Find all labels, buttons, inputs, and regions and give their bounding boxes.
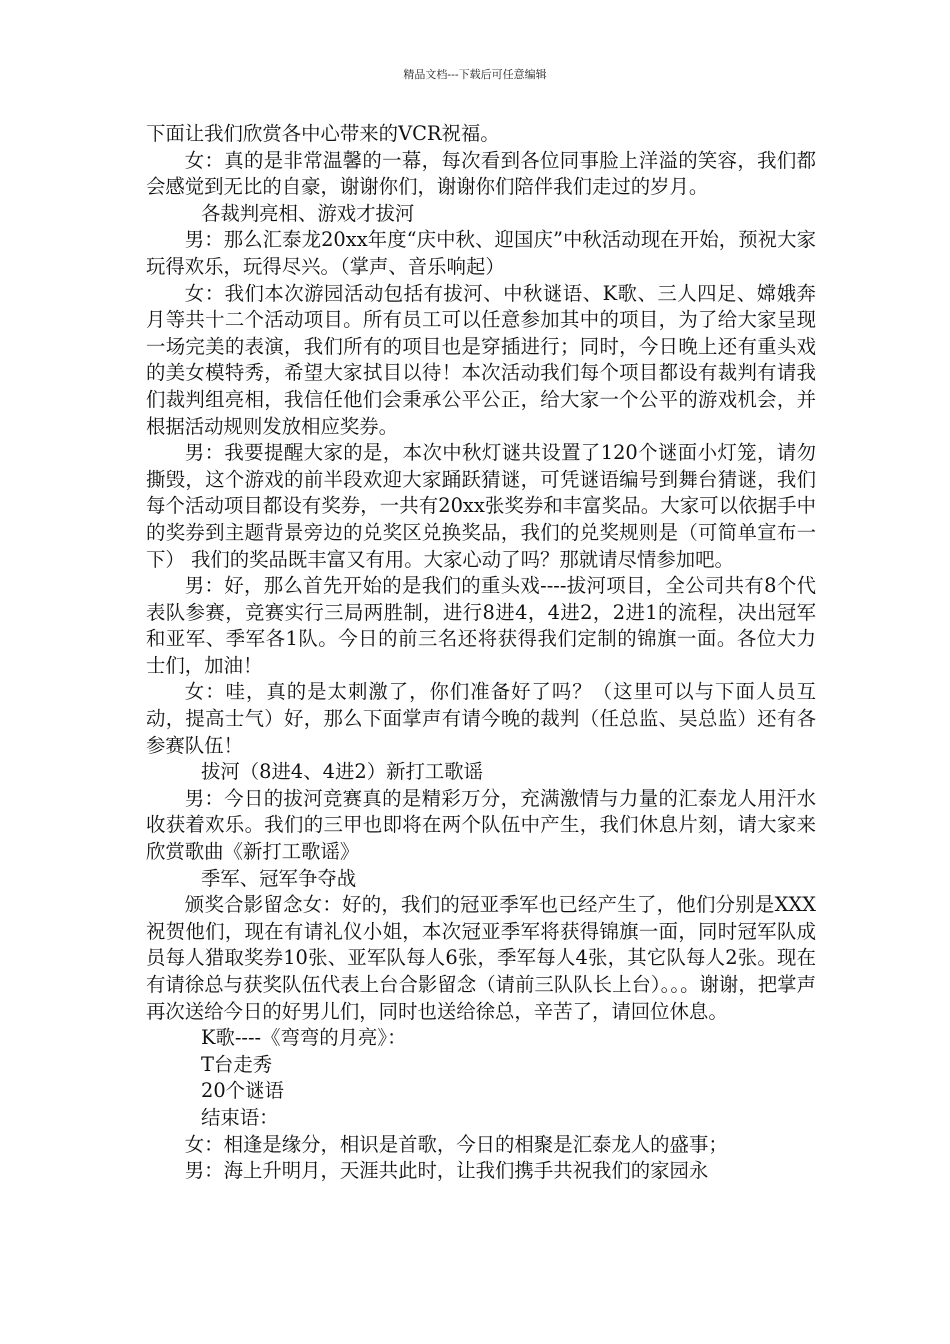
paragraph: 女：我们本次游园活动包括有拔河、中秋谜语、K歌、三人四足、嫦娥奔月等共十二个活动项目。所有员工可以任意参加其中的项目，为了给大家呈现一场完美的表演，我们所有的项目也是穿插进行；同时，今日晚上还有重头戏的美女模特秀，希望大家拭目以待！本次活动我们每个项目都设有裁判有请我们裁判组亮相，我信任他们会秉承公平公正，给大家一个公平的游戏机会，并根据活动规则发放相应奖券。 <box>146 281 816 438</box>
paragraph: 结束语： <box>201 1105 279 1129</box>
paragraph: 颁奖合影留念女：好的，我们的冠亚季军也已经产生了，他们分别是XXX祝贺他们，现在有请礼仪小姐，本次冠亚季军将获得锦旗一面，同时冠军队成员每人猎取奖券10张、亚军队每人6张，季军每人4张，其它队每人2张。现在有请徐总与获奖队伍代表上台合影留念（请前三队队长上台）。。。谢谢，把掌声再次送给今日的好男儿们，同时也送给徐总，辛苦了，请回位休息。 <box>146 893 816 1023</box>
paragraph: 男：海上升明月，天涯共此时，让我们携手共祝我们的家园永 <box>184 1159 709 1183</box>
paragraph: 男：今日的拔河竞赛真的是精彩万分，充满激情与力量的汇泰龙人用汗水收获着欢乐。我们的三甲也即将在两个队伍中产生，我们休息片刻，请大家来欣赏歌曲《新打工歌谣》 <box>146 786 816 864</box>
paragraph: 女：真的是非常温馨的一幕，每次看到各位同事脸上洋溢的笑容，我们都会感觉到无比的自豪，谢谢你们，谢谢你们陪伴我们走过的岁月。 <box>146 148 816 199</box>
document-body <box>146 121 816 1185</box>
paragraph: 拔河（8进4、4进2）新打工歌谣 <box>201 760 484 784</box>
paragraph: 女：相逢是缘分，相识是首歌，今日的相聚是汇泰龙人的盛事； <box>184 1132 728 1156</box>
paragraph: 下面让我们欣赏各中心带来的VCR祝福。 <box>146 122 500 145</box>
paragraph: T台走秀 <box>201 1052 273 1076</box>
paragraph: 各裁判亮相、游戏才拔河 <box>201 201 415 225</box>
paragraph: 女：哇，真的是太刺激了，你们准备好了吗？（这里可以与下面人员互动，提高士气）好，那么下面掌声有请今晚的裁判（任总监、吴总监）还有各参赛队伍！ <box>146 680 816 757</box>
paragraph: 季军、冠军争夺战 <box>201 866 357 890</box>
page-header: 精品文档---下载后可任意编辑 <box>403 68 547 81</box>
paragraph: K歌----《弯弯的月亮》： <box>201 1026 407 1050</box>
paragraph: 男：我要提醒大家的是，本次中秋灯谜共设置了120个谜面小灯笼，请勿撕毁，这个游戏的前半段欢迎大家踊跃猜谜，可凭谜语编号到舞台猜谜，我们每个活动项目都设有奖券，一共有20xx张奖券和丰富奖品。大家可以依据手中的奖券到主题背景旁边的兑奖区兑换奖品，我们的兑奖规则是（可简单宣布一下） 我们的奖品既丰富又有用。大家心动了吗？那就请尽情参加吧。 <box>146 441 816 571</box>
paragraph: 男：那么汇泰龙20xx年度“庆中秋、迎国庆”中秋活动现在开始，预祝大家玩得欢乐，玩得尽兴。（掌声、音乐响起） <box>146 228 816 278</box>
paragraph: 20个谜语 <box>201 1079 284 1103</box>
paragraph: 男：好，那么首先开始的是我们的重头戏----拔河项目，全公司共有8个代表队参赛，竞赛实行三局两胜制，进行8进4，4进2，2进1的流程，决出冠军和亚军、季军各1队。今日的前三名还将获得我们定制的锦旗一面。各位大力士们，加油！ <box>146 574 816 677</box>
